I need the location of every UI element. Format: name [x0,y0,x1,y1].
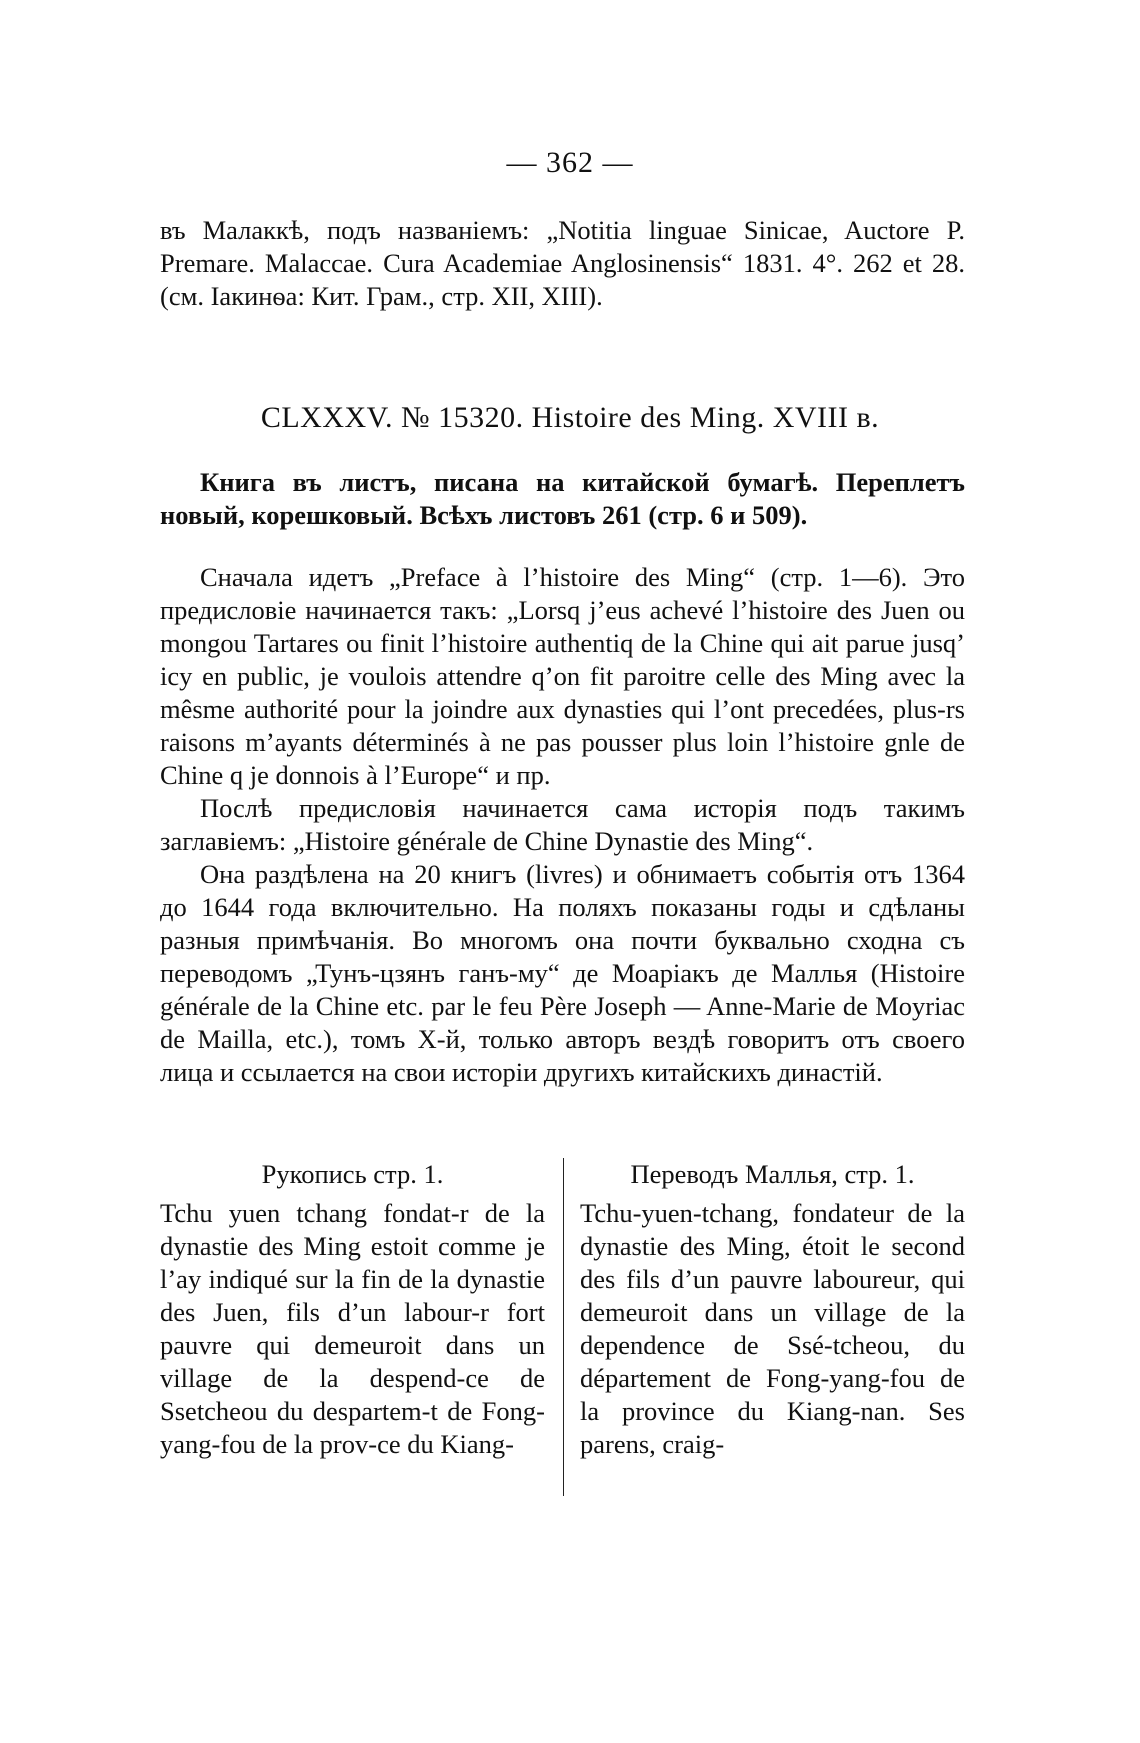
right-column-title: Переводъ Маллья, стр. 1. [630,1159,915,1189]
column-divider [563,1158,564,1496]
left-column [160,1158,545,1461]
entry-description-block [160,466,965,532]
entry-description: Книга въ листъ, писана на китайской бумагѣ. Переплетъ новый, корешковый. Всѣхъ листовъ 261 (стр. 6 и 509). [160,467,965,530]
right-column-text: Tchu-yuen-tchang, fondateur de la dynastie des Ming, étoit le second des fils d’un pauvre laboureur, qui demeuroit dans un village de la dependence de Ssé-tcheou, du département de Fong-yang-fou de la province du Kiang-nan. Ses parens, craig- [580,1198,965,1459]
entry-heading: CLXXXV. № 15320. Histoire des Ming. XVIII в. [260,401,880,434]
body-paragraph-contents: Она раздѣлена на 20 книгъ (livres) и обнимаетъ событія отъ 1364 до 1644 года включительно. На поляхъ показаны годы и сдѣланы разныя примѣчанія. Во многомъ она почти буквально сходна съ переводомъ „Тунъ-цзянъ ганъ-му“ де Моаріакъ де Маллья (Histoire générale de la Chine etc. par le feu Père Joseph — Anne-Marie de Moyriac de Mailla, etc.), томъ X-й, только авторъ вездѣ говоритъ отъ своего лица и ссылается на свои исторіи другихъ китайскихъ династій. [160,859,965,1087]
intro-block [160,214,965,313]
left-column-text: Tchu yuen tchang fondat-r de la dynastie des Ming estoit comme je l’ay indiqué sur la fin de la dynastie des Juen, fils d’un labour-r fort pauvre qui demeuroit dans un village de la despend-ce de Ssetcheou du despartem-t de Fong-yang-fou de la prov-ce du Kiang- [160,1198,545,1459]
intro-paragraph: въ Малаккѣ, подъ названіемъ: „Notitia linguae Sinicae, Auctore P. Premare. Malaccae. Cura Academiae Anglosinensis“ 1831. 4°. 262 et 28. (см. Іакинѳа: Кит. Грам., стр. XII, XIII). [160,215,965,311]
body-text [160,561,965,1089]
comparison-columns [160,1158,965,1498]
right-column [580,1158,965,1461]
body-paragraph-title: Послѣ предисловія начинается сама исторія подъ такимъ заглавіемъ: „Histoire générale de Chine Dynastie des Ming“. [160,793,965,856]
left-column-title: Рукопись стр. 1. [261,1159,444,1189]
page-number: — 362 — [506,146,634,179]
body-paragraph-preface: Сначала идетъ „Preface à l’histoire des Ming“ (стр. 1—6). Это предисловіе начинается такъ: „Lorsq j’eus achevé l’histoire des Juen ou mongou Tartares ou finit l’histoire authentiq de la Chine qui ait parue jusq’ icy en public, je voulois attendre q’on fit paroitre celle des Ming avec la mêsme authorité pour la joindre aux dynasties qui l’ont precedées, plus-rs raisons m’ayants déterminés à ne pas pousser plus loin l’histoire gnle de Chine q je donnois à l’Europe“ и пр. [160,562,965,790]
